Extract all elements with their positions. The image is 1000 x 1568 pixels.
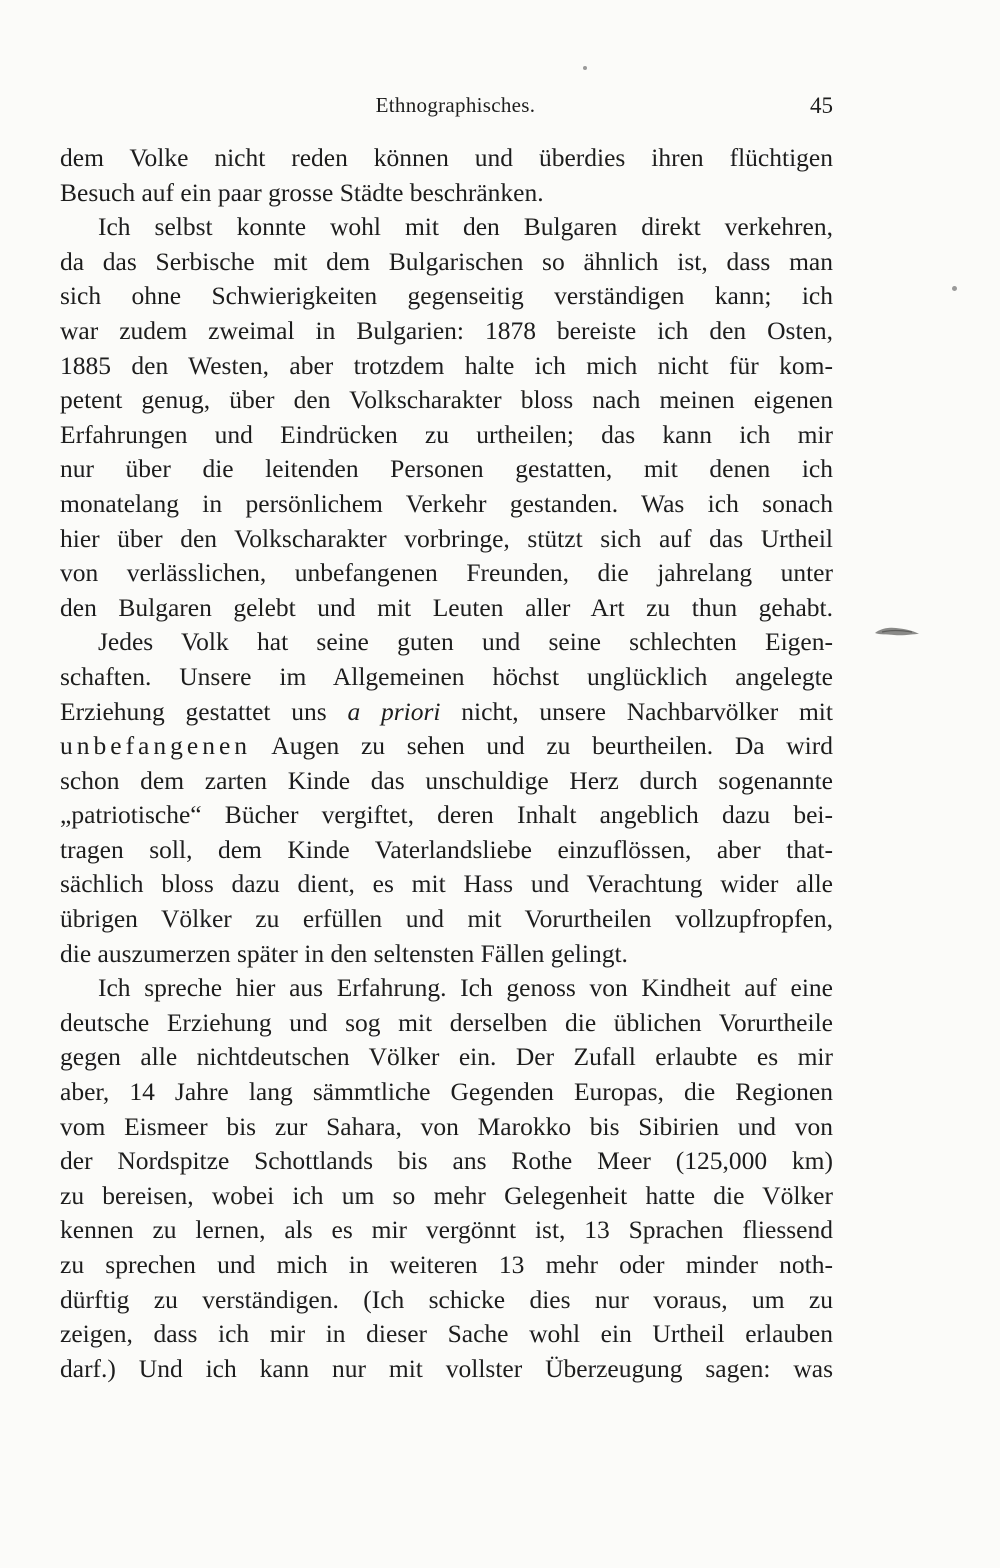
text-line: aber, 14 Jahre lang sämmtliche Gegenden Europas, die Regionen [60, 1077, 833, 1107]
text-line: sich ohne Schwierigkeiten gegenseitig verständigen kann; ich [60, 281, 833, 311]
text-line: dem Volke nicht reden können und überdies ihren flüchtigen [60, 143, 833, 172]
text-line: zu bereisen, wobei ich um so mehr Gelegenheit hatte die Völker [60, 1180, 833, 1210]
italic-phrase: a priori [347, 696, 441, 726]
text-line: nur über die leitenden Personen gestatten, mit denen ich [60, 454, 833, 484]
text-run: Augen zu sehen und zu beurtheilen. Da wird [251, 731, 833, 761]
text-line: war zudem zweimal in Bulgarien: 1878 bereiste ich den Osten, [60, 315, 833, 345]
text-line: gegen alle nichtdeutschen Völker ein. Der Zufall erlaubte es mir [60, 1042, 833, 1072]
ink-blot-mark [874, 624, 920, 640]
text-line: von verlässlichen, unbefangenen Freunden, die jahrelang unter [60, 558, 833, 588]
text-run: nicht, unsere Nachbarvölker mit [440, 696, 833, 726]
page-number: 45 [810, 93, 833, 118]
text-line: schon dem zarten Kinde das unschuldige Herz durch sogenannte [60, 765, 833, 795]
text-line: darf.) Und ich kann nur mit vollster Überzeugung sagen: was [60, 1353, 833, 1383]
text-line [60, 729, 833, 764]
text-line: zu sprechen und mich in weiteren 13 mehr oder minder noth- [60, 1250, 833, 1279]
text-line: Jedes Volk hat seine guten und seine schlechten Eigen- [98, 627, 833, 657]
text-line: der Nordspitze Schottlands bis ans Rothe Meer (125,000 km) [60, 1146, 833, 1176]
text-line: dürftig zu verständigen. (Ich schicke dies nur voraus, um zu [60, 1284, 833, 1314]
text-line: petent genug, über den Volkscharakter bloss nach meinen eigenen [60, 385, 833, 415]
text-line: den Bulgaren gelebt und mit Leuten aller Art zu thun gehabt. [60, 592, 833, 622]
text-line: monatelang in persönlichem Verkehr gestanden. Was ich sonach [60, 488, 833, 518]
text-line: die auszumerzen später in den seltensten Fällen gelingt. [60, 938, 628, 968]
speck-mark [952, 286, 957, 291]
text-line: übrigen Völker zu erfüllen und mit Vorurtheilen vollzupfropfen, [60, 904, 833, 934]
text-run: Erziehung gestattet uns [60, 696, 348, 726]
body-text [60, 141, 833, 1386]
text-line: tragen soll, dem Kinde Vaterlandsliebe einzuflössen, aber that- [60, 834, 833, 864]
text-line: kennen zu lernen, als es mir vergönnt ist, 13 Sprachen fliessend [60, 1215, 833, 1245]
text-line: Ich spreche hier aus Erfahrung. Ich genoss von Kindheit auf eine [98, 973, 833, 1003]
text-line: zeigen, dass ich mir in dieser Sache wohl ein Urtheil erlauben [60, 1319, 833, 1349]
text-line: schaften. Unsere im Allgemeinen höchst unglücklich angelegte [60, 661, 833, 691]
running-head [60, 93, 833, 123]
text-line: „patriotische“ Bücher vergiftet, deren Inhalt angeblich dazu bei- [60, 800, 833, 830]
text-line: Erfahrungen und Eindrücken zu urtheilen; das kann ich mir [60, 419, 833, 449]
text-line [60, 695, 833, 730]
text-line: sächlich bloss dazu dient, es mit Hass und Verachtung wider alle [60, 869, 833, 899]
running-title: Ethnographisches. [375, 93, 536, 117]
text-line: Besuch auf ein paar grosse Städte beschränken. [60, 177, 544, 207]
text-line: Ich selbst konnte wohl mit den Bulgaren direkt verkehren, [98, 212, 833, 242]
text-line: da das Serbische mit dem Bulgarischen so ähnlich ist, dass man [60, 246, 833, 276]
text-line: 1885 den Westen, aber trotzdem halte ich mich nicht für kom- [60, 350, 833, 380]
speck-mark [583, 66, 587, 70]
text-line: hier über den Volkscharakter vorbringe, stützt sich auf das Urtheil [60, 523, 833, 553]
text-line: vom Eismeer bis zur Sahara, von Marokko bis Sibirien und von [60, 1111, 833, 1141]
text-line: deutsche Erziehung und sog mit derselben die üblichen Vorurtheile [60, 1007, 833, 1037]
letterspaced-word: unbefangenen [60, 731, 252, 761]
